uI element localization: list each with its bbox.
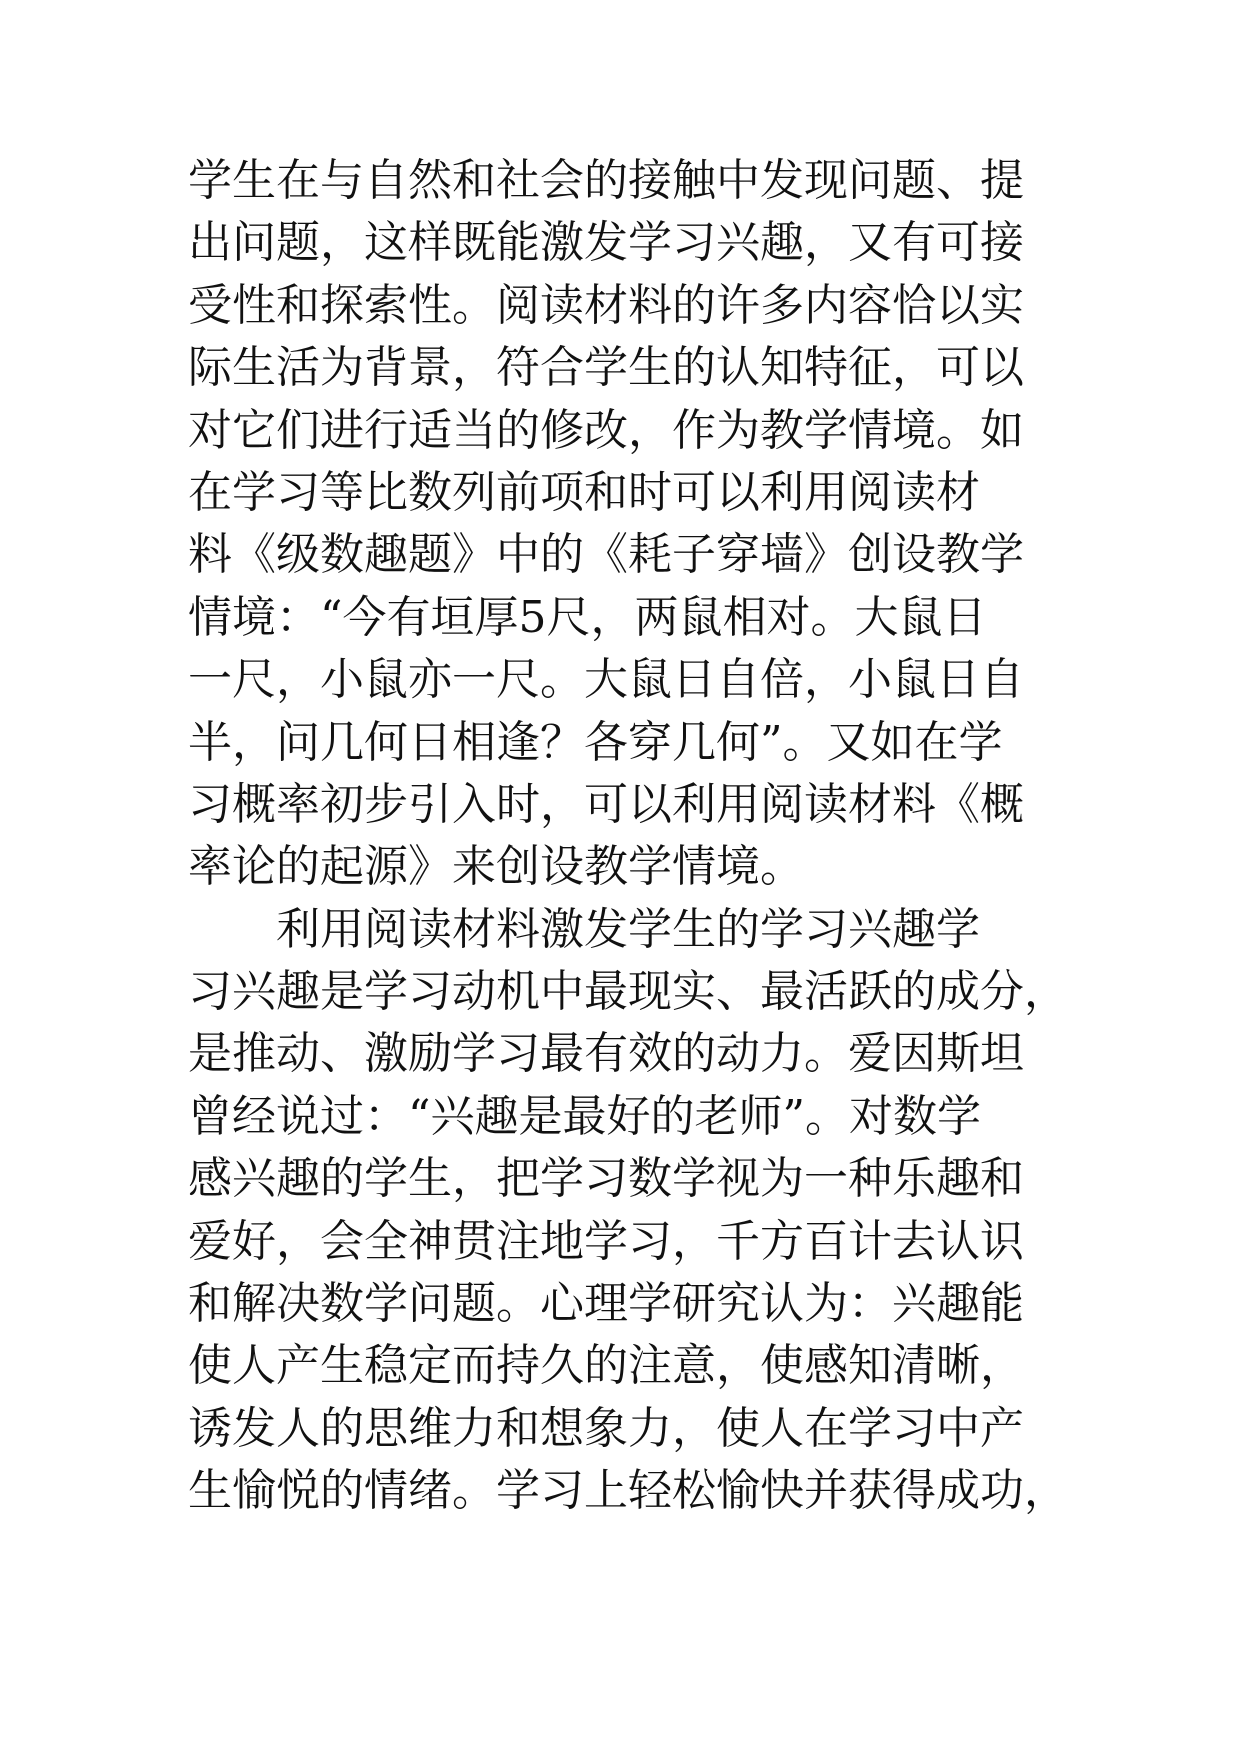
text-line: 和解决数学问题。心理学研究认为：兴趣能 (188, 1278, 1024, 1330)
text-line: 一尺，小鼠亦一尺。大鼠日自倍，小鼠日自 (188, 654, 1024, 706)
text-line: 学生在与自然和社会的接触中发现问题、提 (188, 155, 1024, 206)
text-line: 出问题，这样既能激发学习兴趣，又有可接 (188, 217, 1024, 269)
text-line: 在学习等比数列前项和时可以利用阅读材 (188, 466, 980, 518)
text-line: 生愉悦的情绪。学习上轻松愉快并获得成功， (188, 1465, 1068, 1517)
text-line: 习概率初步引入时，可以利用阅读材料《概 (188, 778, 1024, 830)
text-line: 习兴趣是学习动机中最现实、最活跃的成分， (188, 966, 1068, 1018)
text-line: 曾经说过：“兴趣是最好的老师”。对数学 (188, 1090, 981, 1142)
text-line: 是推动、激励学习最有效的动力。爱因斯坦 (188, 1028, 1024, 1080)
text-line: 对它们进行适当的修改，作为教学情境。如 (188, 404, 1024, 456)
paragraph-heading-line: 利用阅读材料激发学生的学习兴趣学 (276, 903, 980, 955)
text-line: 感兴趣的学生，把学习数学视为一种乐趣和 (188, 1153, 1024, 1205)
text-line: 诱发人的思维力和想象力，使人在学习中产 (188, 1402, 1024, 1454)
text-line: 料《级数趣题》中的《耗子穿墙》创设教学 (188, 529, 1024, 581)
text-line: 际生活为背景，符合学生的认知特征，可以 (188, 342, 1024, 394)
text-line: 使人产生稳定而持久的注意，使感知清晰， (188, 1340, 1024, 1392)
text-line: 情境：“今有垣厚5尺，两鼠相对。大鼠日 (188, 591, 987, 643)
text-line: 率论的起源》来创设教学情境。 (188, 841, 804, 893)
text-line: 爱好，会全神贯注地学习，千方百计去认识 (188, 1215, 1024, 1267)
body-text (188, 150, 1068, 1523)
text-line: 受性和探索性。阅读材料的许多内容恰以实 (188, 279, 1024, 331)
text-line: 半，问几何日相逢？各穿几何”。又如在学 (188, 716, 1003, 768)
